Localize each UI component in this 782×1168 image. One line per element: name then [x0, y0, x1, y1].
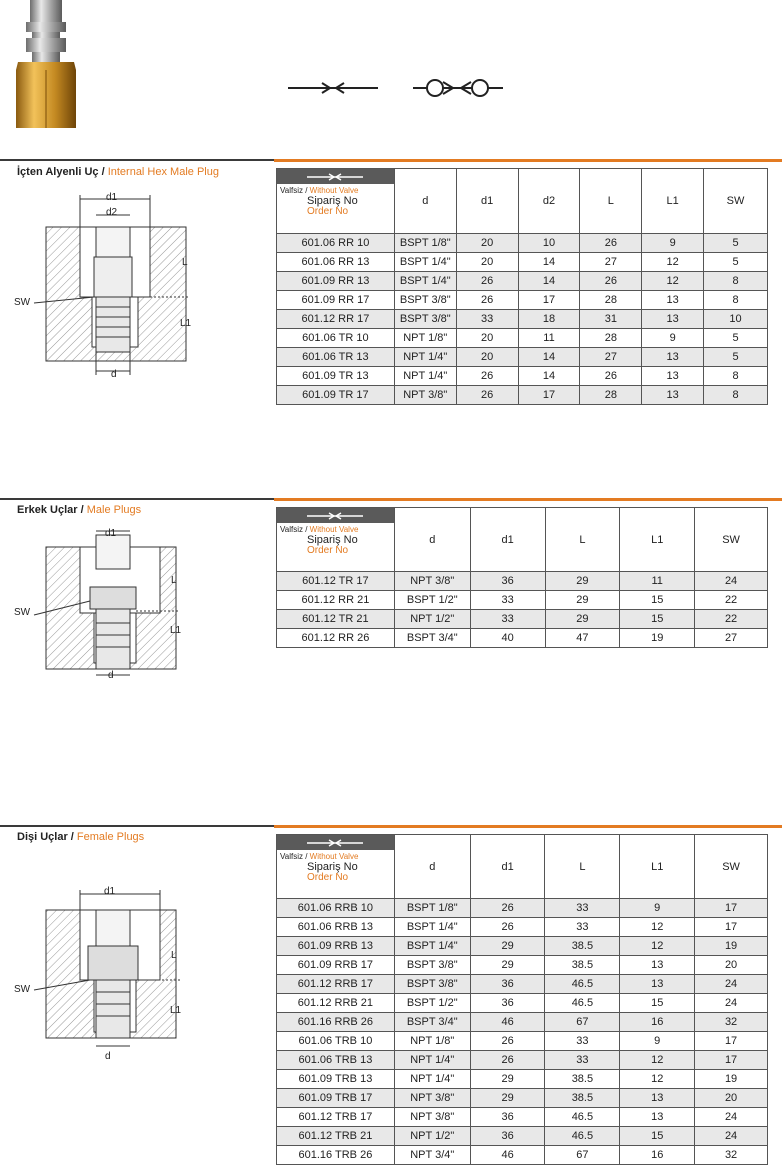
col-header: L1 — [642, 169, 704, 234]
table-row: 601.06 TR 10 NPT 1/8" 20 11 28 9 5 — [277, 329, 768, 348]
col-header: L — [545, 508, 620, 572]
col-header: d1 — [470, 835, 545, 899]
table-row: 601.06 TR 13 NPT 1/4" 20 14 27 13 5 — [277, 348, 768, 367]
table-row: 601.06 RR 10 BSPT 1/8" 20 10 26 9 5 — [277, 234, 768, 253]
table-row: 601.09 TR 17 NPT 3/8" 26 17 28 13 8 — [277, 386, 768, 405]
col-header: L1 — [620, 508, 695, 572]
table-row: 601.12 RR 17 BSPT 3/8" 33 18 31 13 10 — [277, 310, 768, 329]
col-header: d — [394, 508, 470, 572]
col-header: SW — [704, 169, 768, 234]
technical-drawing-hex-plug — [10, 185, 200, 385]
section-divider-accent — [274, 498, 782, 501]
dim-d1: d1 — [106, 192, 118, 203]
table-row: 601.09 TRB 17 NPT 3/8" 29 38.5 13 20 — [277, 1089, 768, 1108]
table-row: 601.09 TRB 13 NPT 1/4" 29 38.5 12 19 — [277, 1070, 768, 1089]
spec-table-hex-plug — [276, 168, 768, 405]
order-header: Valfsiz / Without Valve Sipariş No Order No — [277, 169, 395, 234]
table-row: 601.12 RRB 17 BSPT 3/8" 36 46.5 13 24 — [277, 975, 768, 994]
product-photo — [12, 0, 82, 132]
section-title: İçten Alyenli Uç / Internal Hex Male Plug — [17, 166, 219, 178]
table-row: 601.09 RRB 13 BSPT 1/4" 29 38.5 12 19 — [277, 937, 768, 956]
dim-SW: SW — [14, 607, 31, 618]
table-row: 601.09 RR 13 BSPT 1/4" 26 14 26 12 8 — [277, 272, 768, 291]
coupling-valve-symbol-icon — [413, 77, 503, 99]
table-row: 601.06 TRB 10 NPT 1/8" 26 33 9 17 — [277, 1032, 768, 1051]
technical-drawing-male-plug — [10, 525, 200, 685]
section-divider — [0, 825, 274, 827]
table-row: 601.06 RR 13 BSPT 1/4" 20 14 27 12 5 — [277, 253, 768, 272]
col-header: SW — [695, 508, 768, 572]
coupling-symbol-icon — [307, 838, 363, 848]
table-row: 601.12 TR 21 NPT 1/2" 33 29 15 22 — [277, 610, 768, 629]
dim-d: d — [108, 670, 114, 681]
order-header: Valfsiz / Without Valve Sipariş No Order No — [277, 835, 395, 899]
table-row: 601.12 TRB 17 NPT 3/8" 36 46.5 13 24 — [277, 1108, 768, 1127]
section-divider-accent — [274, 159, 782, 162]
col-header: L — [580, 169, 642, 234]
col-header: d1 — [456, 169, 518, 234]
dim-d: d — [105, 1051, 111, 1062]
section-divider — [0, 159, 274, 161]
dim-L: L — [182, 257, 188, 268]
section-divider-accent — [274, 825, 782, 828]
dim-L: L — [171, 950, 177, 961]
order-header: Valfsiz / Without Valve Sipariş No Order No — [277, 508, 395, 572]
table-row: 601.12 RR 21 BSPT 1/2" 33 29 15 22 — [277, 591, 768, 610]
table-row: 601.16 RRB 26 BSPT 3/4" 46 67 16 32 — [277, 1013, 768, 1032]
table-row: 601.12 TRB 21 NPT 1/2" 36 46.5 15 24 — [277, 1127, 768, 1146]
dim-d: d — [111, 369, 117, 380]
table-row: 601.09 TR 13 NPT 1/4" 26 14 26 13 8 — [277, 367, 768, 386]
dim-L1: L1 — [170, 1005, 182, 1016]
col-header: L — [545, 835, 620, 899]
col-header: d2 — [518, 169, 580, 234]
technical-drawing-female-plug — [10, 880, 200, 1060]
coupling-symbol-icon — [307, 172, 363, 182]
dim-L1: L1 — [180, 318, 192, 329]
section-title: Dişi Uçlar / Female Plugs — [17, 831, 145, 843]
spec-table-male-plugs — [276, 507, 768, 648]
section-divider — [0, 498, 274, 500]
dim-L1: L1 — [170, 625, 182, 636]
coupling-symbol-icon — [307, 511, 363, 521]
table-row: 601.12 RRB 21 BSPT 1/2" 36 46.5 15 24 — [277, 994, 768, 1013]
dim-d1: d1 — [105, 528, 117, 539]
dim-L: L — [171, 575, 177, 586]
col-header: d — [394, 835, 470, 899]
table-row: 601.12 RR 26 BSPT 3/4" 40 47 19 27 — [277, 629, 768, 648]
col-header: L1 — [620, 835, 695, 899]
table-row: 601.09 RR 17 BSPT 3/8" 26 17 28 13 8 — [277, 291, 768, 310]
dim-SW: SW — [14, 297, 31, 308]
table-row: 601.06 RRB 13 BSPT 1/4" 26 33 12 17 — [277, 918, 768, 937]
coupling-symbol-icon — [288, 80, 378, 96]
table-row: 601.06 TRB 13 NPT 1/4" 26 33 12 17 — [277, 1051, 768, 1070]
dim-SW: SW — [14, 984, 31, 995]
dim-d1: d1 — [104, 886, 116, 897]
section-title: Erkek Uçlar / Male Plugs — [17, 504, 142, 516]
table-row: 601.09 RRB 17 BSPT 3/8" 29 38.5 13 20 — [277, 956, 768, 975]
table-row: 601.06 RRB 10 BSPT 1/8" 26 33 9 17 — [277, 899, 768, 918]
table-row: 601.12 TR 17 NPT 3/8" 36 29 11 24 — [277, 572, 768, 591]
col-header: d — [394, 169, 456, 234]
dim-d2: d2 — [106, 207, 118, 218]
table-row: 601.16 TRB 26 NPT 3/4" 46 67 16 32 — [277, 1146, 768, 1165]
col-header: d1 — [470, 508, 545, 572]
col-header: SW — [695, 835, 768, 899]
spec-table-female-plugs — [276, 834, 768, 1165]
